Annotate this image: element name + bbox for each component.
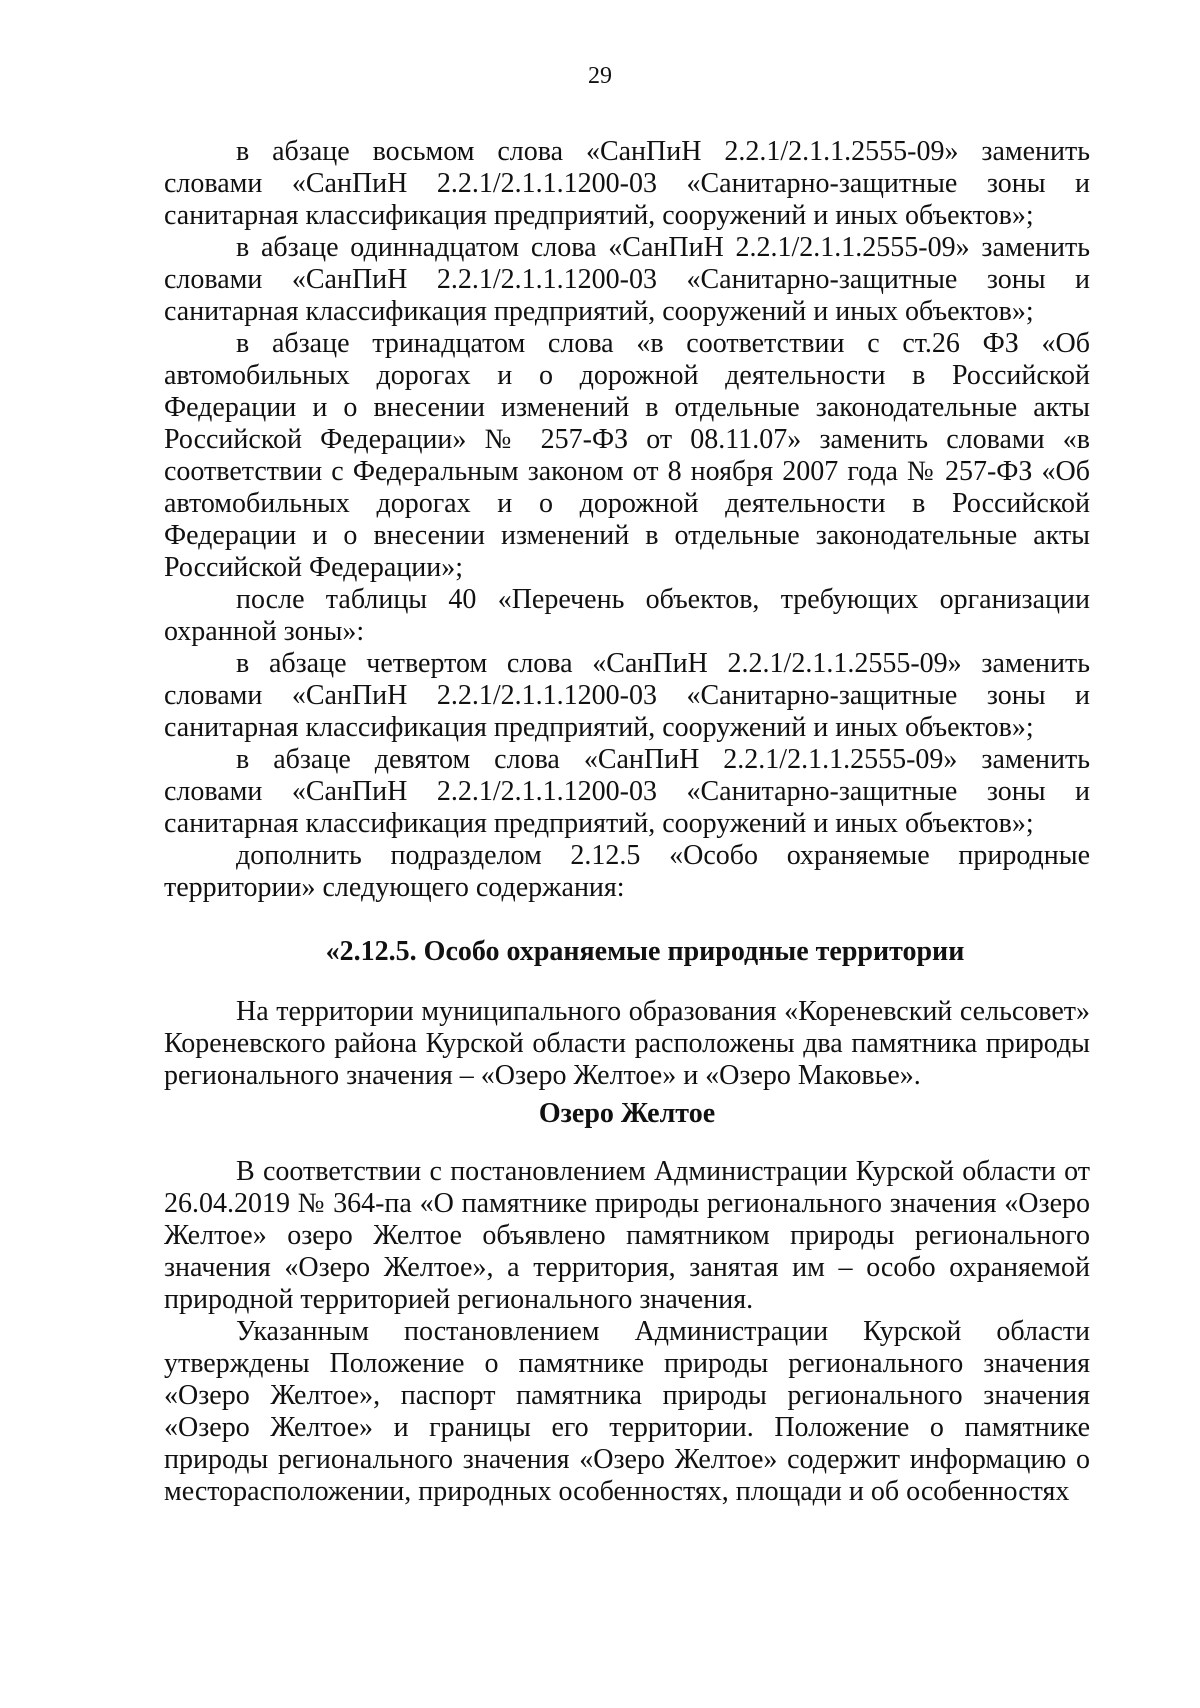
paragraph-abzac-8: в абзаце восьмом слова «СанПиН 2.2.1/2.1.1.2555-09» заменить словами «СанПиН 2.2.1/2.1.1.1200-03 «Санитарно-защитные зоны и санитарная классификация предприятий, сооружений и иных объектов»; [164,136,1090,231]
paragraph-abzac-13: в абзаце тринадцатом слова «в соответствии с ст.26 ФЗ «Об автомобильных дорогах и о дорожной деятельности в Российской Федерации и о внесении изменений в отдельные законодательные акты Российской Федерации» № 257-ФЗ от 08.11.07» заменить словами «в соответствии с Федеральным законом от 8 ноября 2007 года № 257-ФЗ «Об автомобильных дорогах и о дорожной деятельности в Российской Федерации и о внесении изменений в отдельные законодательные акты Российской Федерации»; [164,328,1090,583]
paragraph-add-subsection: дополнить подразделом 2.12.5 «Особо охраняемые природные территории» следующего содержания: [164,840,1090,903]
paragraph-after-table-40: после таблицы 40 «Перечень объектов, требующих организации охранной зоны»: [164,584,1090,647]
paragraph-intro: На территории муниципального образования «Кореневский сельсовет» Кореневского района Курской области расположены два памятника природы регионального значения – «Озеро Желтое» и «Озеро Маковье». [164,996,1090,1091]
page-number: 29 [588,63,612,89]
paragraph-abzac-9: в абзаце девятом слова «СанПиН 2.2.1/2.1.1.2555-09» заменить словами «СанПиН 2.2.1/2.1.1.1200-03 «Санитарно-защитные зоны и санитарная классификация предприятий, сооружений и иных объектов»; [164,744,1090,839]
paragraph-abzac-4: в абзаце четвертом слова «СанПиН 2.2.1/2.1.1.2555-09» заменить словами «СанПиН 2.2.1/2.1.1.1200-03 «Санитарно-защитные зоны и санитарная классификация предприятий, сооружений и иных объектов»; [164,648,1090,743]
paragraph-regulation: Указанным постановлением Администрации Курской области утверждены Положение о памятнике природы регионального значения «Озеро Желтое», паспорт памятника природы регионального значения «Озеро Желтое» и границы его территории. Положение о памятнике природы регионального значения «Озеро Желтое» содержит информацию о месторасположении, природных особенностях, площади и об особенностях [164,1316,1090,1507]
paragraph-abzac-11: в абзаце одиннадцатом слова «СанПиН 2.2.1/2.1.1.2555-09» заменить словами «СанПиН 2.2.1/2.1.1.1200-03 «Санитарно-защитные зоны и санитарная классификация предприятий, сооружений и иных объектов»; [164,232,1090,327]
spacer [164,968,1090,996]
section-heading: «2.12.5. Особо охраняемые природные территории [325,936,965,967]
spacer [164,904,1090,936]
paragraph-resolution: В соответствии с постановлением Администрации Курской области от 26.04.2019 № 364-па «О памятнике природы регионального значения «Озеро Желтое» озеро Желтое объявлено памятником природы регионального значения «Озеро Желтое», а территория, занятая им – особо охраняемой природной территорией регионального значения. [164,1156,1090,1315]
lake-heading: Озеро Желтое [538,1098,716,1129]
spacer [164,1130,1090,1156]
document-body [164,136,1090,1508]
